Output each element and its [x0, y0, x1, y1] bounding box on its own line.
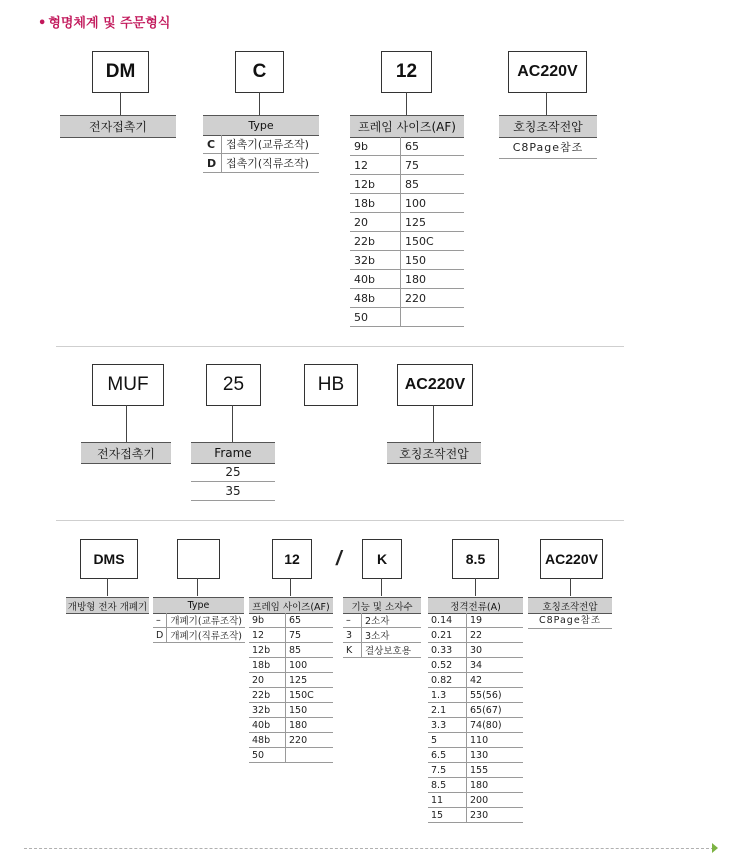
page-title: [38, 12, 170, 31]
table-row: [249, 643, 333, 658]
cell-key: 32b: [249, 703, 286, 718]
cell-key: 12: [350, 156, 401, 175]
voltage3-note: C8Page참조: [528, 613, 612, 629]
type3-table: [153, 613, 245, 643]
cell-key: 7.5: [428, 763, 467, 778]
voltage2-header: 호칭조작전압: [387, 442, 481, 464]
table-row: [249, 688, 333, 703]
voltage-code-box: AC220V: [508, 51, 587, 93]
cell-value: 130: [467, 748, 524, 763]
cell-value: 180: [401, 270, 465, 289]
cell-value: 74(80): [467, 718, 524, 733]
table-row: [350, 289, 464, 308]
current-code-box: 8.5: [452, 539, 499, 579]
bullet-icon: •: [38, 16, 47, 31]
table-row: [428, 733, 523, 748]
frame3-header: 프레임 사이즈(AF): [249, 597, 333, 614]
table-row: [249, 628, 333, 643]
cell-value: 75: [286, 628, 334, 643]
connector-line: [126, 405, 127, 442]
frame3-table: [249, 613, 333, 763]
dm-label: 전자접촉기: [60, 115, 176, 138]
table-row: [428, 793, 523, 808]
frame2-value: 25: [191, 463, 275, 482]
cell-key: 3: [343, 628, 362, 643]
cell-value: 55(56): [467, 688, 524, 703]
func-table: [343, 613, 421, 658]
cell-value: 65(67): [467, 703, 524, 718]
table-row: [203, 135, 319, 154]
section-divider: [56, 346, 624, 347]
cell-value: 65: [286, 613, 334, 628]
table-row: [153, 628, 245, 643]
table-row: [428, 808, 523, 823]
table-row: [249, 658, 333, 673]
cell-key: 48b: [249, 733, 286, 748]
connector-line: [120, 92, 121, 115]
table-row: [428, 718, 523, 733]
table-row: [428, 628, 523, 643]
table-row: [249, 748, 333, 763]
voltage3-code-box: AC220V: [540, 539, 603, 579]
type-key: D: [203, 154, 222, 173]
voltage-note: C8Page참조: [499, 138, 597, 159]
cell-key: 40b: [350, 270, 401, 289]
cell-key: –: [343, 613, 362, 628]
cell-key: 0.14: [428, 613, 467, 628]
voltage-header: 호칭조작전압: [499, 115, 597, 138]
connector-line: [107, 578, 108, 596]
table-row: [249, 613, 333, 628]
cell-value: 85: [401, 175, 465, 194]
table-row: [350, 137, 464, 156]
table-row: [428, 613, 523, 628]
cell-key: 5: [428, 733, 467, 748]
cell-key: 12b: [249, 643, 286, 658]
cell-value: 19: [467, 613, 524, 628]
cell-value: 220: [286, 733, 334, 748]
dm-code-box: DM: [92, 51, 149, 93]
table-row: [350, 213, 464, 232]
dms-label: 개방형 전자 개폐기: [66, 597, 149, 614]
cell-key: 9b: [350, 137, 401, 156]
connector-line: [381, 578, 382, 596]
table-row: [350, 194, 464, 213]
cell-key: 50: [249, 748, 286, 763]
type-table: [203, 135, 319, 173]
cell-key: 32b: [350, 251, 401, 270]
cell-value: [401, 308, 465, 327]
table-row: [350, 156, 464, 175]
connector-line: [259, 92, 260, 115]
muf-code-box: MUF: [92, 364, 164, 406]
cell-value: 180: [286, 718, 334, 733]
table-row: [343, 643, 421, 658]
table-row: [428, 763, 523, 778]
table-row: [249, 733, 333, 748]
cell-key: 8.5: [428, 778, 467, 793]
table-row: [350, 175, 464, 194]
cell-value: 34: [467, 658, 524, 673]
table-row: [249, 703, 333, 718]
cell-key: 12b: [350, 175, 401, 194]
frame-header: 프레임 사이즈(AF): [350, 115, 464, 138]
frame2-code-box: 25: [206, 364, 261, 406]
connector-line: [433, 405, 434, 442]
cell-value: 180: [467, 778, 524, 793]
table-row: [428, 688, 523, 703]
connector-line: [197, 578, 198, 596]
cell-value: 3소자: [362, 628, 422, 643]
type3-key: –: [153, 613, 167, 628]
cell-key: 15: [428, 808, 467, 823]
table-row: [153, 613, 245, 628]
type-header: Type: [203, 115, 319, 136]
cell-value: [286, 748, 334, 763]
type3-code-box: [177, 539, 220, 579]
table-row: [249, 718, 333, 733]
frame3-code-box: 12: [272, 539, 312, 579]
cell-key: 11: [428, 793, 467, 808]
frame-code-box: 12: [381, 51, 432, 93]
cell-key: 22b: [249, 688, 286, 703]
cell-key: 0.52: [428, 658, 467, 673]
bottom-divider: [24, 848, 714, 849]
type3-key: D: [153, 628, 167, 643]
table-row: [350, 251, 464, 270]
cell-key: 22b: [350, 232, 401, 251]
cell-key: 40b: [249, 718, 286, 733]
cell-key: 3.3: [428, 718, 467, 733]
table-row: [343, 628, 421, 643]
table-row: [428, 658, 523, 673]
connector-line: [570, 578, 571, 596]
type-key: C: [203, 135, 222, 154]
table-row: [350, 232, 464, 251]
cell-key: 48b: [350, 289, 401, 308]
cell-value: 2소자: [362, 613, 422, 628]
cell-key: 1.3: [428, 688, 467, 703]
voltage3-header: 호칭조작전압: [528, 597, 612, 614]
frame-table: [350, 137, 464, 327]
type3-value: 개폐기(직류조작): [167, 628, 245, 643]
cell-value: 100: [401, 194, 465, 213]
cell-key: 6.5: [428, 748, 467, 763]
cell-value: 155: [467, 763, 524, 778]
cell-value: 85: [286, 643, 334, 658]
table-row: [350, 308, 464, 327]
section-divider: [56, 520, 624, 521]
cell-value: 100: [286, 658, 334, 673]
cell-key: 12: [249, 628, 286, 643]
connector-line: [546, 92, 547, 115]
table-row: [428, 703, 523, 718]
table-row: [249, 673, 333, 688]
func-code-box: K: [362, 539, 402, 579]
func-header: 기능 및 소자수: [343, 597, 421, 614]
cell-value: 150C: [401, 232, 465, 251]
cell-key: 2.1: [428, 703, 467, 718]
cell-value: 110: [467, 733, 524, 748]
cell-value: 150C: [286, 688, 334, 703]
connector-line: [290, 578, 291, 596]
voltage2-code-box: AC220V: [397, 364, 473, 406]
hb-code-box: HB: [304, 364, 358, 406]
dms-code-box: DMS: [80, 539, 138, 579]
type3-value: 개폐기(교류조작): [167, 613, 245, 628]
current-header: 정격전류(A): [428, 597, 523, 614]
frame2-header: Frame: [191, 442, 275, 464]
slash-separator: /: [336, 548, 342, 570]
frame2-value: 35: [191, 482, 275, 501]
connector-line: [475, 578, 476, 596]
cell-value: 200: [467, 793, 524, 808]
cell-value: 42: [467, 673, 524, 688]
table-row: [428, 673, 523, 688]
cell-key: 0.82: [428, 673, 467, 688]
cell-value: 125: [401, 213, 465, 232]
cell-key: 18b: [350, 194, 401, 213]
type3-header: Type: [153, 597, 244, 614]
cell-key: 9b: [249, 613, 286, 628]
cell-value: 150: [401, 251, 465, 270]
table-row: [343, 613, 421, 628]
table-row: [203, 154, 319, 173]
table-row: [350, 270, 464, 289]
current-table: [428, 613, 523, 823]
connector-line: [406, 92, 407, 115]
cell-value: 65: [401, 137, 465, 156]
type-value: 접촉기(교류조작): [222, 135, 320, 154]
type-value: 접촉기(직류조작): [222, 154, 320, 173]
page-title-text: 형명체계 및 주문형식: [48, 16, 171, 31]
muf-label: 전자접촉기: [81, 442, 171, 464]
connector-line: [232, 405, 233, 442]
cell-value: 30: [467, 643, 524, 658]
cell-key: 18b: [249, 658, 286, 673]
cell-value: 결상보호용: [362, 643, 422, 658]
cell-key: K: [343, 643, 362, 658]
table-row: [428, 643, 523, 658]
cell-key: 20: [350, 213, 401, 232]
table-row: [428, 778, 523, 793]
cell-key: 20: [249, 673, 286, 688]
cell-value: 22: [467, 628, 524, 643]
cell-value: 125: [286, 673, 334, 688]
cell-value: 150: [286, 703, 334, 718]
cell-value: 75: [401, 156, 465, 175]
cell-value: 230: [467, 808, 524, 823]
table-row: [428, 748, 523, 763]
cell-key: 0.21: [428, 628, 467, 643]
cell-key: 50: [350, 308, 401, 327]
type-code-box: C: [235, 51, 284, 93]
cell-key: 0.33: [428, 643, 467, 658]
cell-value: 220: [401, 289, 465, 308]
